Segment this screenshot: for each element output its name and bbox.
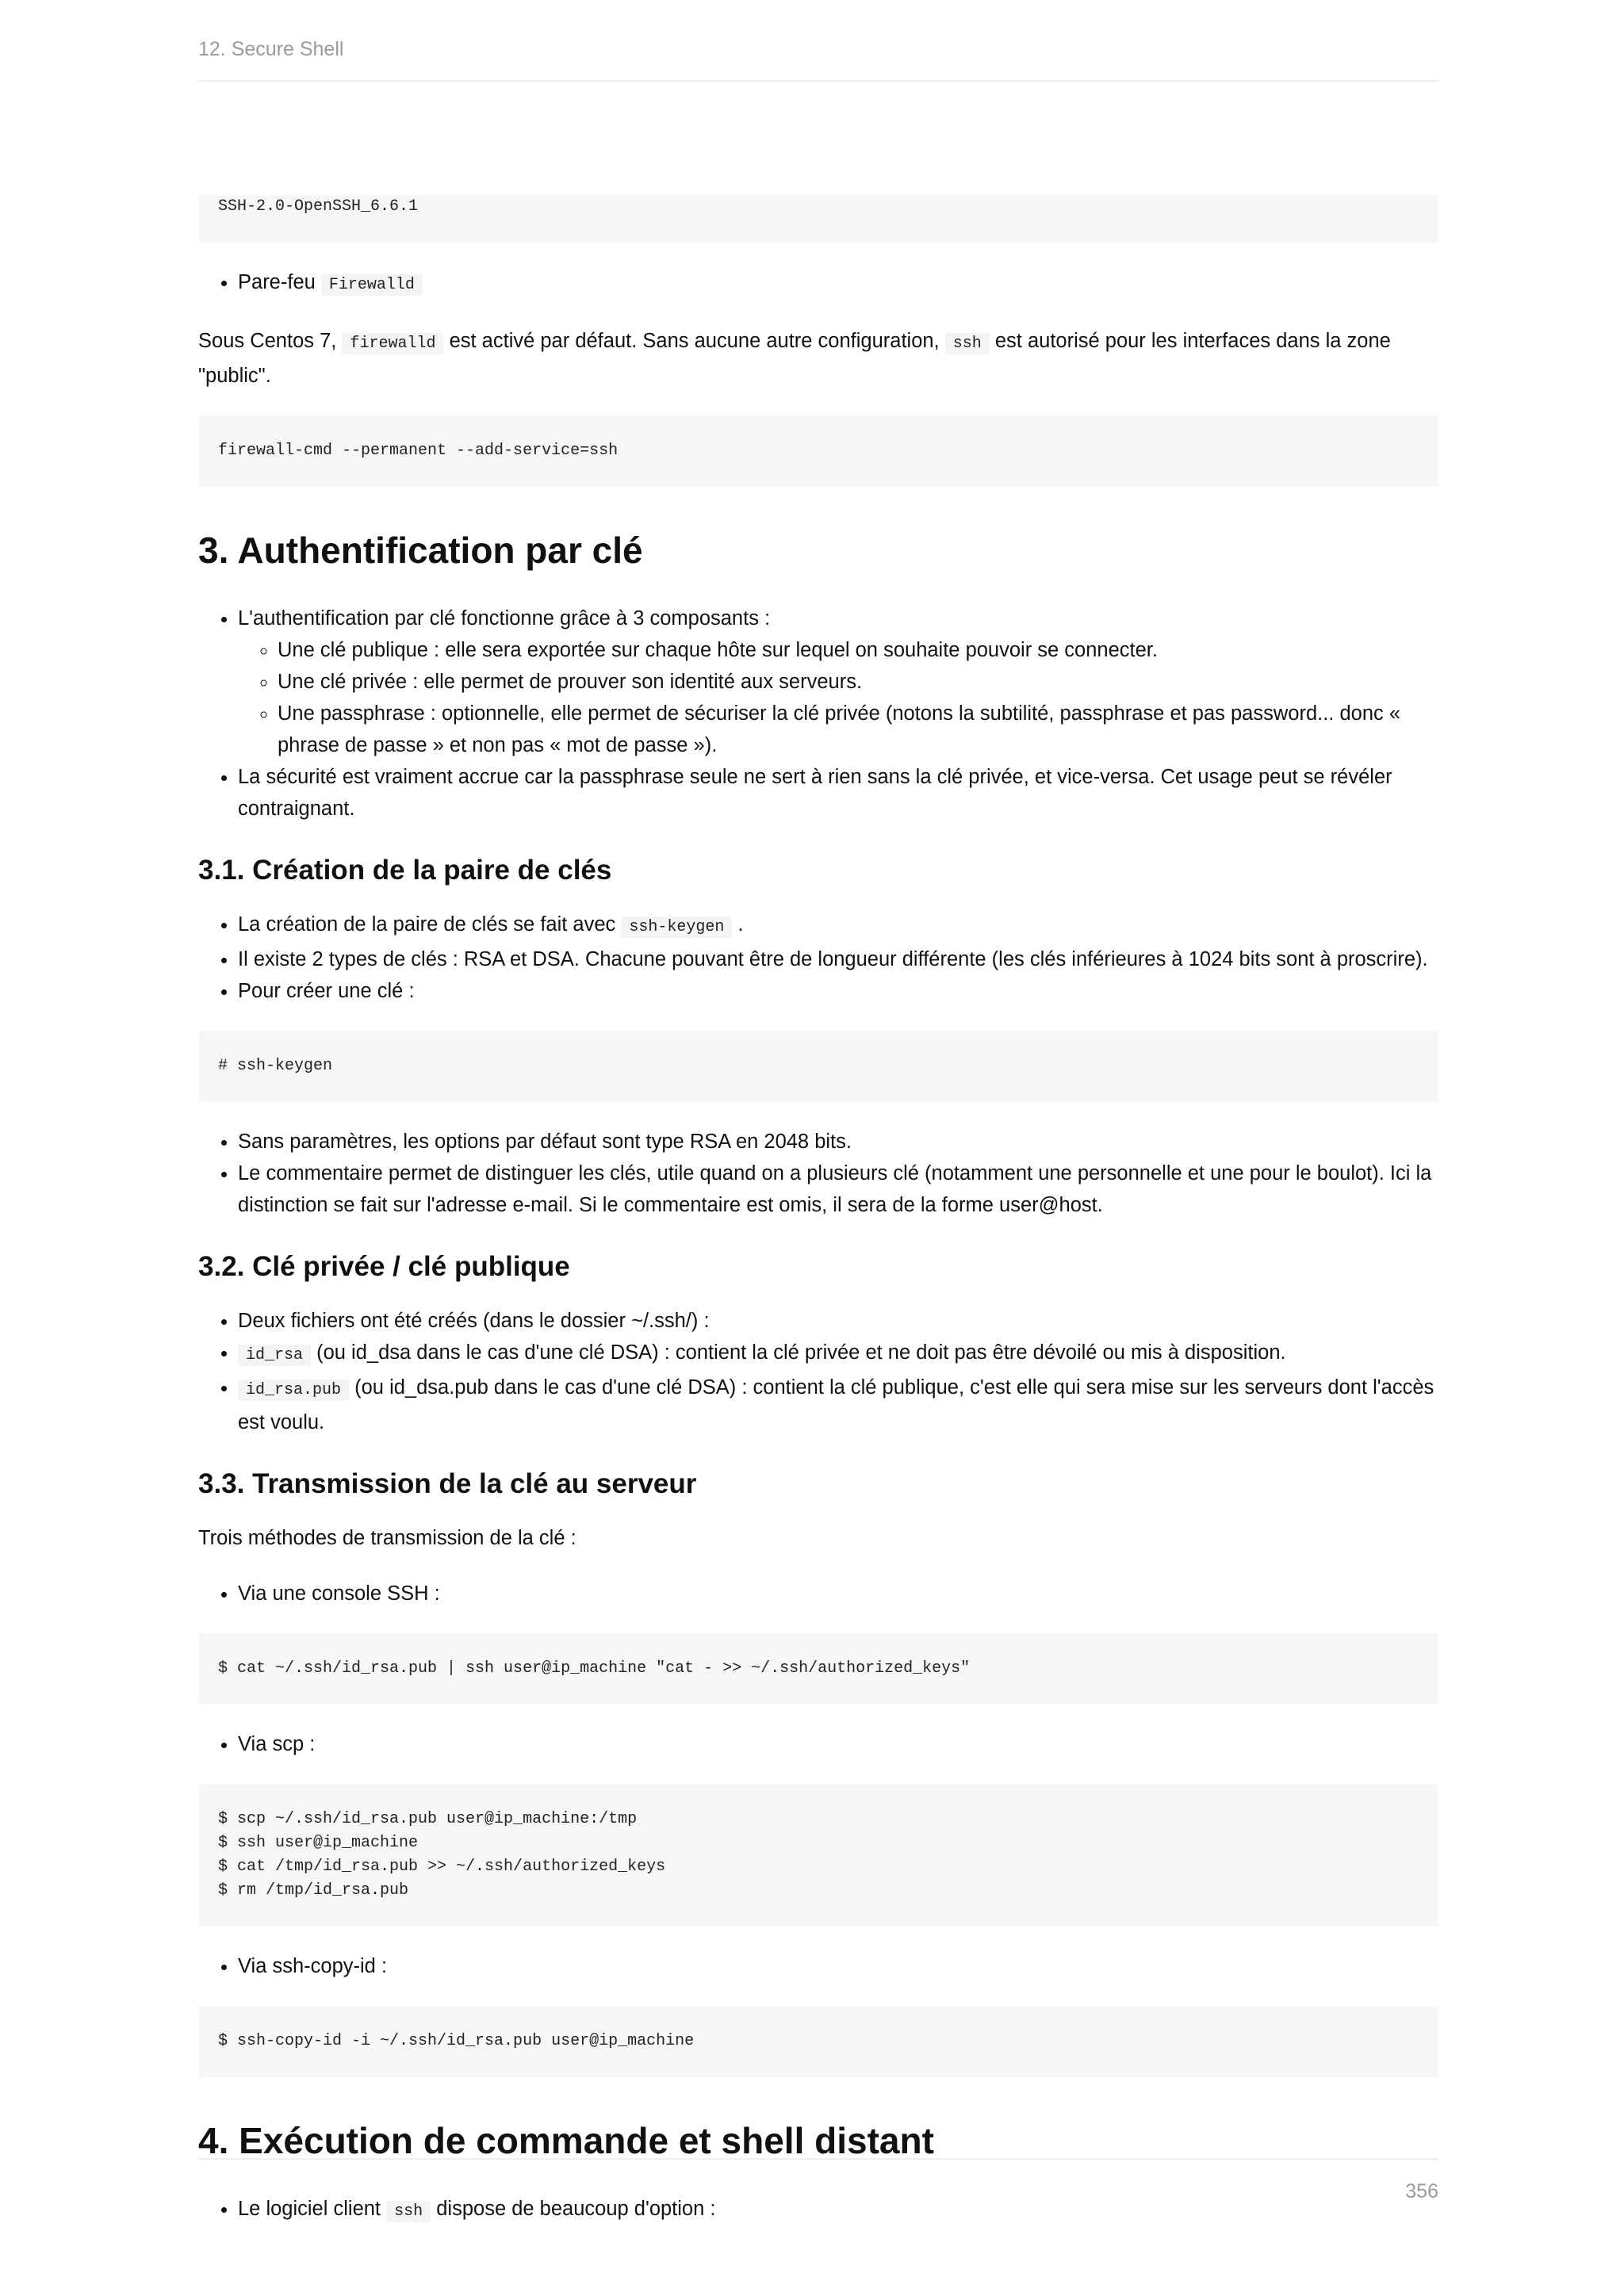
via-scp-list	[198, 1728, 1438, 1760]
section-heading-3-1: 3.1. Création de la paire de clés	[198, 855, 612, 886]
footer-divider	[198, 2158, 1438, 2160]
list-item-text: dispose de beaucoup d'option :	[436, 2198, 716, 2220]
list-item	[238, 1337, 1438, 1372]
section-3-2-list	[198, 1305, 1438, 1438]
code-block-via-scp: $ scp ~/.ssh/id_rsa.pub user@ip_machine:/tmp $ ssh user@ip_machine $ cat /tmp/id_rsa.pub >> ~/.ssh/authorized_keys $ rm /tmp/id_rsa.pub	[198, 1784, 1438, 1927]
inline-code: id_rsa.pub	[238, 1380, 349, 1401]
list-item	[238, 1372, 1438, 1438]
section-heading-3-2: 3.2. Clé privée / clé publique	[198, 1251, 570, 1282]
code-block-ssh-keygen: # ssh-keygen	[198, 1031, 1438, 1102]
via-ssh-list	[198, 1578, 1438, 1609]
inline-code: Firewalld	[321, 274, 423, 296]
inline-code: ssh	[386, 2201, 431, 2222]
list-item-text: La création de la paire de clés se fait avec	[238, 913, 616, 936]
sub-list-item: ◦ Une clé publique : elle sera exportée sur chaque hôte sur lequel on souhaite pouvoir se connecter.	[278, 634, 1438, 666]
sub-list	[238, 634, 1438, 761]
section-heading-3-3: 3.3. Transmission de la clé au serveur	[198, 1468, 697, 1499]
list-item: • Via une console SSH :	[238, 1578, 1438, 1609]
list-item: • Via scp :	[238, 1728, 1438, 1760]
list-item-text: Pare-feu	[238, 271, 316, 293]
page-number: 356	[1405, 2180, 1438, 2202]
code-block-firewall-cmd: firewall-cmd --permanent --add-service=ssh	[198, 415, 1438, 487]
list-item-text: Le logiciel client	[238, 2198, 381, 2220]
page-content	[198, 195, 1438, 2252]
header-divider	[198, 80, 1438, 82]
list-item-text: (ou id_dsa dans le cas d'une clé DSA) : contient la clé privée et ne doit pas être dévoilé ou mis à disposition.	[316, 1341, 1286, 1364]
list-item-text: .	[737, 913, 744, 936]
list-item	[238, 2193, 1438, 2228]
inline-code: id_rsa	[238, 1345, 311, 1366]
section-3-1-list-after	[198, 1126, 1438, 1221]
list-item	[238, 909, 1438, 943]
list-item	[238, 603, 1438, 761]
list-item: • Via ssh-copy-id :	[238, 1950, 1438, 1982]
section-3-1-list	[198, 909, 1438, 1007]
code-block-via-copy-id: $ ssh-copy-id -i ~/.ssh/id_rsa.pub user@ip_machine	[198, 2006, 1438, 2077]
paragraph-firewalld	[198, 325, 1438, 392]
list-item: • Il existe 2 types de clés : RSA et DSA. Chacune pouvant être de longueur différente (les clés inférieures à 1024 bits sont à proscrire).	[238, 943, 1438, 975]
list-item-text: (ou id_dsa.pub dans le cas d'une clé DSA) : contient la clé publique, c'est elle qui sera mise sur les serveurs dont l'accès est voulu.	[238, 1376, 1434, 1433]
running-header: 12. Secure Shell	[198, 38, 344, 60]
list-item: • Le commentaire permet de distinguer les clés, utile quand on a plusieurs clé (notamment une personnelle et une pour le boulot). Ici la distinction se fait sur l'adresse e-mail. Si le commentaire est omis, il sera de la forme user@host.	[238, 1158, 1438, 1221]
firewalld-list	[198, 266, 1438, 301]
inline-code: firewalld	[342, 333, 443, 354]
section-3-list	[198, 603, 1438, 825]
list-item: • Sans paramètres, les options par défaut sont type RSA en 2048 bits.	[238, 1126, 1438, 1158]
paragraph-text: Sous Centos 7,	[198, 330, 337, 352]
list-item	[238, 266, 1438, 301]
via-copy-id-list	[198, 1950, 1438, 1982]
sub-list-item: ◦ Une passphrase : optionnelle, elle permet de sécuriser la clé privée (notons la subtilité, passphrase et pas password... donc « phrase de passe » et non pas « mot de passe »).	[278, 698, 1438, 761]
inline-code: ssh-keygen	[621, 916, 732, 938]
code-block-ssh-version: SSH-2.0-OpenSSH_6.6.1	[198, 195, 1438, 243]
section-heading-3: 3. Authentification par clé	[198, 530, 643, 571]
list-item-text: L'authentification par clé fonctionne grâce à 3 composants :	[238, 607, 771, 629]
list-item: • La sécurité est vraiment accrue car la passphrase seule ne sert à rien sans la clé privée, et vice-versa. Cet usage peut se révéler contraignant.	[238, 761, 1438, 825]
sub-list-item: ◦ Une clé privée : elle permet de prouver son identité aux serveurs.	[278, 666, 1438, 698]
list-item: • Pour créer une clé :	[238, 975, 1438, 1007]
paragraph-intro: Trois méthodes de transmission de la clé :	[198, 1527, 576, 1549]
paragraph-text: est autorisé pour les interfaces dans la zone "public".	[198, 330, 1391, 387]
section-heading-4: 4. Exécution de commande et shell distant	[198, 2120, 934, 2161]
code-block-via-ssh: $ cat ~/.ssh/id_rsa.pub | ssh user@ip_machine "cat - >> ~/.ssh/authorized_keys"	[198, 1633, 1438, 1705]
list-item: • Deux fichiers ont été créés (dans le dossier ~/.ssh/) :	[238, 1305, 1438, 1337]
paragraph-text: est activé par défaut. Sans aucune autre configuration,	[449, 330, 940, 352]
section-4-list	[198, 2193, 1438, 2228]
inline-code: ssh	[945, 333, 990, 354]
